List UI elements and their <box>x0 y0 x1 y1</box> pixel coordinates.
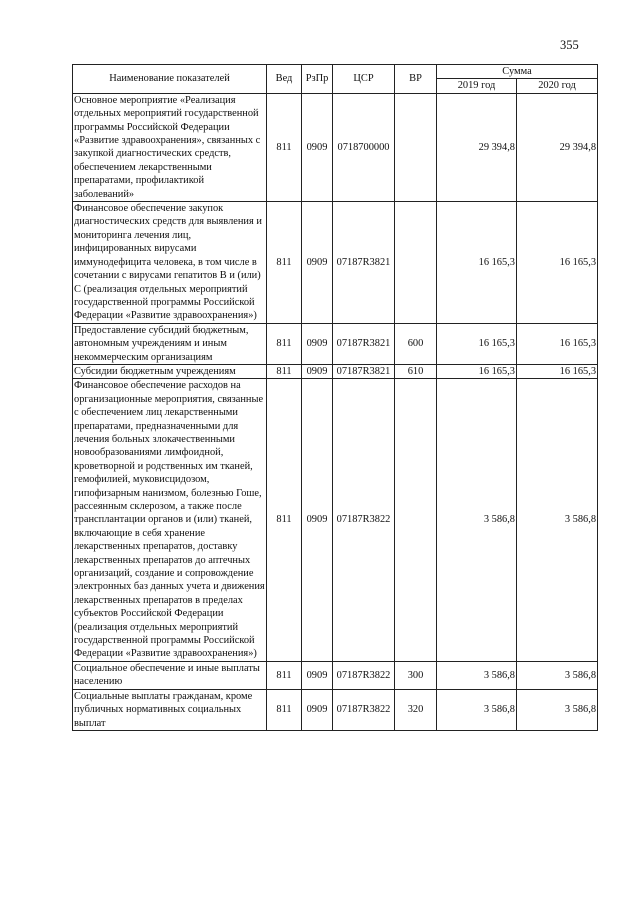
header-year-2020: 2020 год <box>517 79 598 93</box>
row-ved: 811 <box>267 93 302 201</box>
row-sum-2019: 16 165,3 <box>437 323 517 364</box>
table-row <box>73 661 598 689</box>
row-ved: 811 <box>267 661 302 689</box>
row-name: Субсидии бюджетным учреждениям <box>73 364 267 378</box>
row-rzpr: 0909 <box>302 323 333 364</box>
header-sum: Сумма <box>437 65 598 79</box>
row-ved: 811 <box>267 689 302 730</box>
row-rzpr: 0909 <box>302 689 333 730</box>
table-row <box>73 202 598 324</box>
row-vr <box>395 379 437 662</box>
row-name: Социальное обеспечение и иные выплаты населению <box>73 661 267 689</box>
row-csr: 07187R3821 <box>333 202 395 324</box>
table-row <box>73 93 598 201</box>
row-name: Финансовое обеспечение закупок диагностических средств для выявления и мониторинга лечения лиц, инфицированных вирусами иммунодефицита человека, в том числе в сочетании с вирусами гепатитов В и (или) С (реализация отдельных мероприятий государственной программы Российской Федерации «Развитие здравоохранения») <box>73 202 267 324</box>
row-ved: 811 <box>267 202 302 324</box>
table-row <box>73 379 598 662</box>
row-sum-2019: 3 586,8 <box>437 689 517 730</box>
row-sum-2020: 16 165,3 <box>517 323 598 364</box>
header-vr: ВР <box>395 65 437 94</box>
row-vr: 600 <box>395 323 437 364</box>
row-name: Предоставление субсидий бюджетным, автономным учреждениям и иным некоммерческим организациям <box>73 323 267 364</box>
table-body <box>73 93 598 730</box>
page-number: 355 <box>560 38 579 52</box>
header-csr: ЦСР <box>333 65 395 94</box>
row-sum-2020: 16 165,3 <box>517 364 598 378</box>
row-rzpr: 0909 <box>302 202 333 324</box>
row-sum-2019: 29 394,8 <box>437 93 517 201</box>
header-ved: Вед <box>267 65 302 94</box>
row-ved: 811 <box>267 364 302 378</box>
row-name: Финансовое обеспечение расходов на организационные мероприятия, связанные с обеспечением лиц лекарственными препаратами, предназначенными для лечения больных злокачественными новообразованиями лимфоидной, кроветворной и родственных им тканей, гемофилией, муковисцидозом, гипофизарным нанизмом, болезнью Гоше, рассеянным склерозом, а также после трансплантации органов и (или) тканей, включающие в себя хранение лекарственных препаратов, доставку лекарственных препаратов до аптечных организаций, создание и сопровождение электронных баз данных учета и движения лекарственных препаратов в пределах субъектов Российской Федерации (реализация отдельных мероприятий государственной программы Российской Федерации «Развитие здравоохранения») <box>74 380 265 660</box>
row-vr <box>395 93 437 201</box>
row-sum-2020: 16 165,3 <box>517 202 598 324</box>
row-sum-2019: 3 586,8 <box>437 379 517 662</box>
row-sum-2019: 16 165,3 <box>437 364 517 378</box>
row-rzpr: 0909 <box>302 93 333 201</box>
row-sum-2020: 29 394,8 <box>517 93 598 201</box>
row-name: Социальные выплаты гражданам, кроме публичных нормативных социальных выплат <box>73 689 267 730</box>
row-vr: 610 <box>395 364 437 378</box>
row-rzpr: 0909 <box>302 661 333 689</box>
row-csr: 0718700000 <box>333 93 395 201</box>
row-ved: 811 <box>267 379 302 662</box>
row-vr: 320 <box>395 689 437 730</box>
row-rzpr: 0909 <box>302 379 333 662</box>
row-name: Основное мероприятие «Реализация отдельных мероприятий государственной программы Российской Федерации «Развитие здравоохранения», связанных с закупкой диагностических средств, обеспечением лекарственными препаратами, профилактикой заболеваний» <box>73 93 267 201</box>
row-csr: 07187R3822 <box>333 661 395 689</box>
header-name: Наименование показателей <box>73 65 267 94</box>
row-csr: 07187R3821 <box>333 364 395 378</box>
row-sum-2020: 3 586,8 <box>517 379 598 662</box>
table-header <box>73 65 598 94</box>
table-row <box>73 689 598 730</box>
table-row <box>73 364 598 378</box>
row-ved: 811 <box>267 323 302 364</box>
row-sum-2019: 3 586,8 <box>437 661 517 689</box>
row-vr <box>395 202 437 324</box>
row-vr: 300 <box>395 661 437 689</box>
budget-table <box>72 64 598 731</box>
table-row <box>73 323 598 364</box>
row-rzpr: 0909 <box>302 364 333 378</box>
row-csr: 07187R3822 <box>333 689 395 730</box>
row-sum-2020: 3 586,8 <box>517 661 598 689</box>
row-sum-2019: 16 165,3 <box>437 202 517 324</box>
header-year-2019: 2019 год <box>437 79 517 93</box>
row-csr: 07187R3822 <box>333 379 395 662</box>
row-sum-2020: 3 586,8 <box>517 689 598 730</box>
header-rzpr: РзПр <box>302 65 333 94</box>
row-csr: 07187R3821 <box>333 323 395 364</box>
